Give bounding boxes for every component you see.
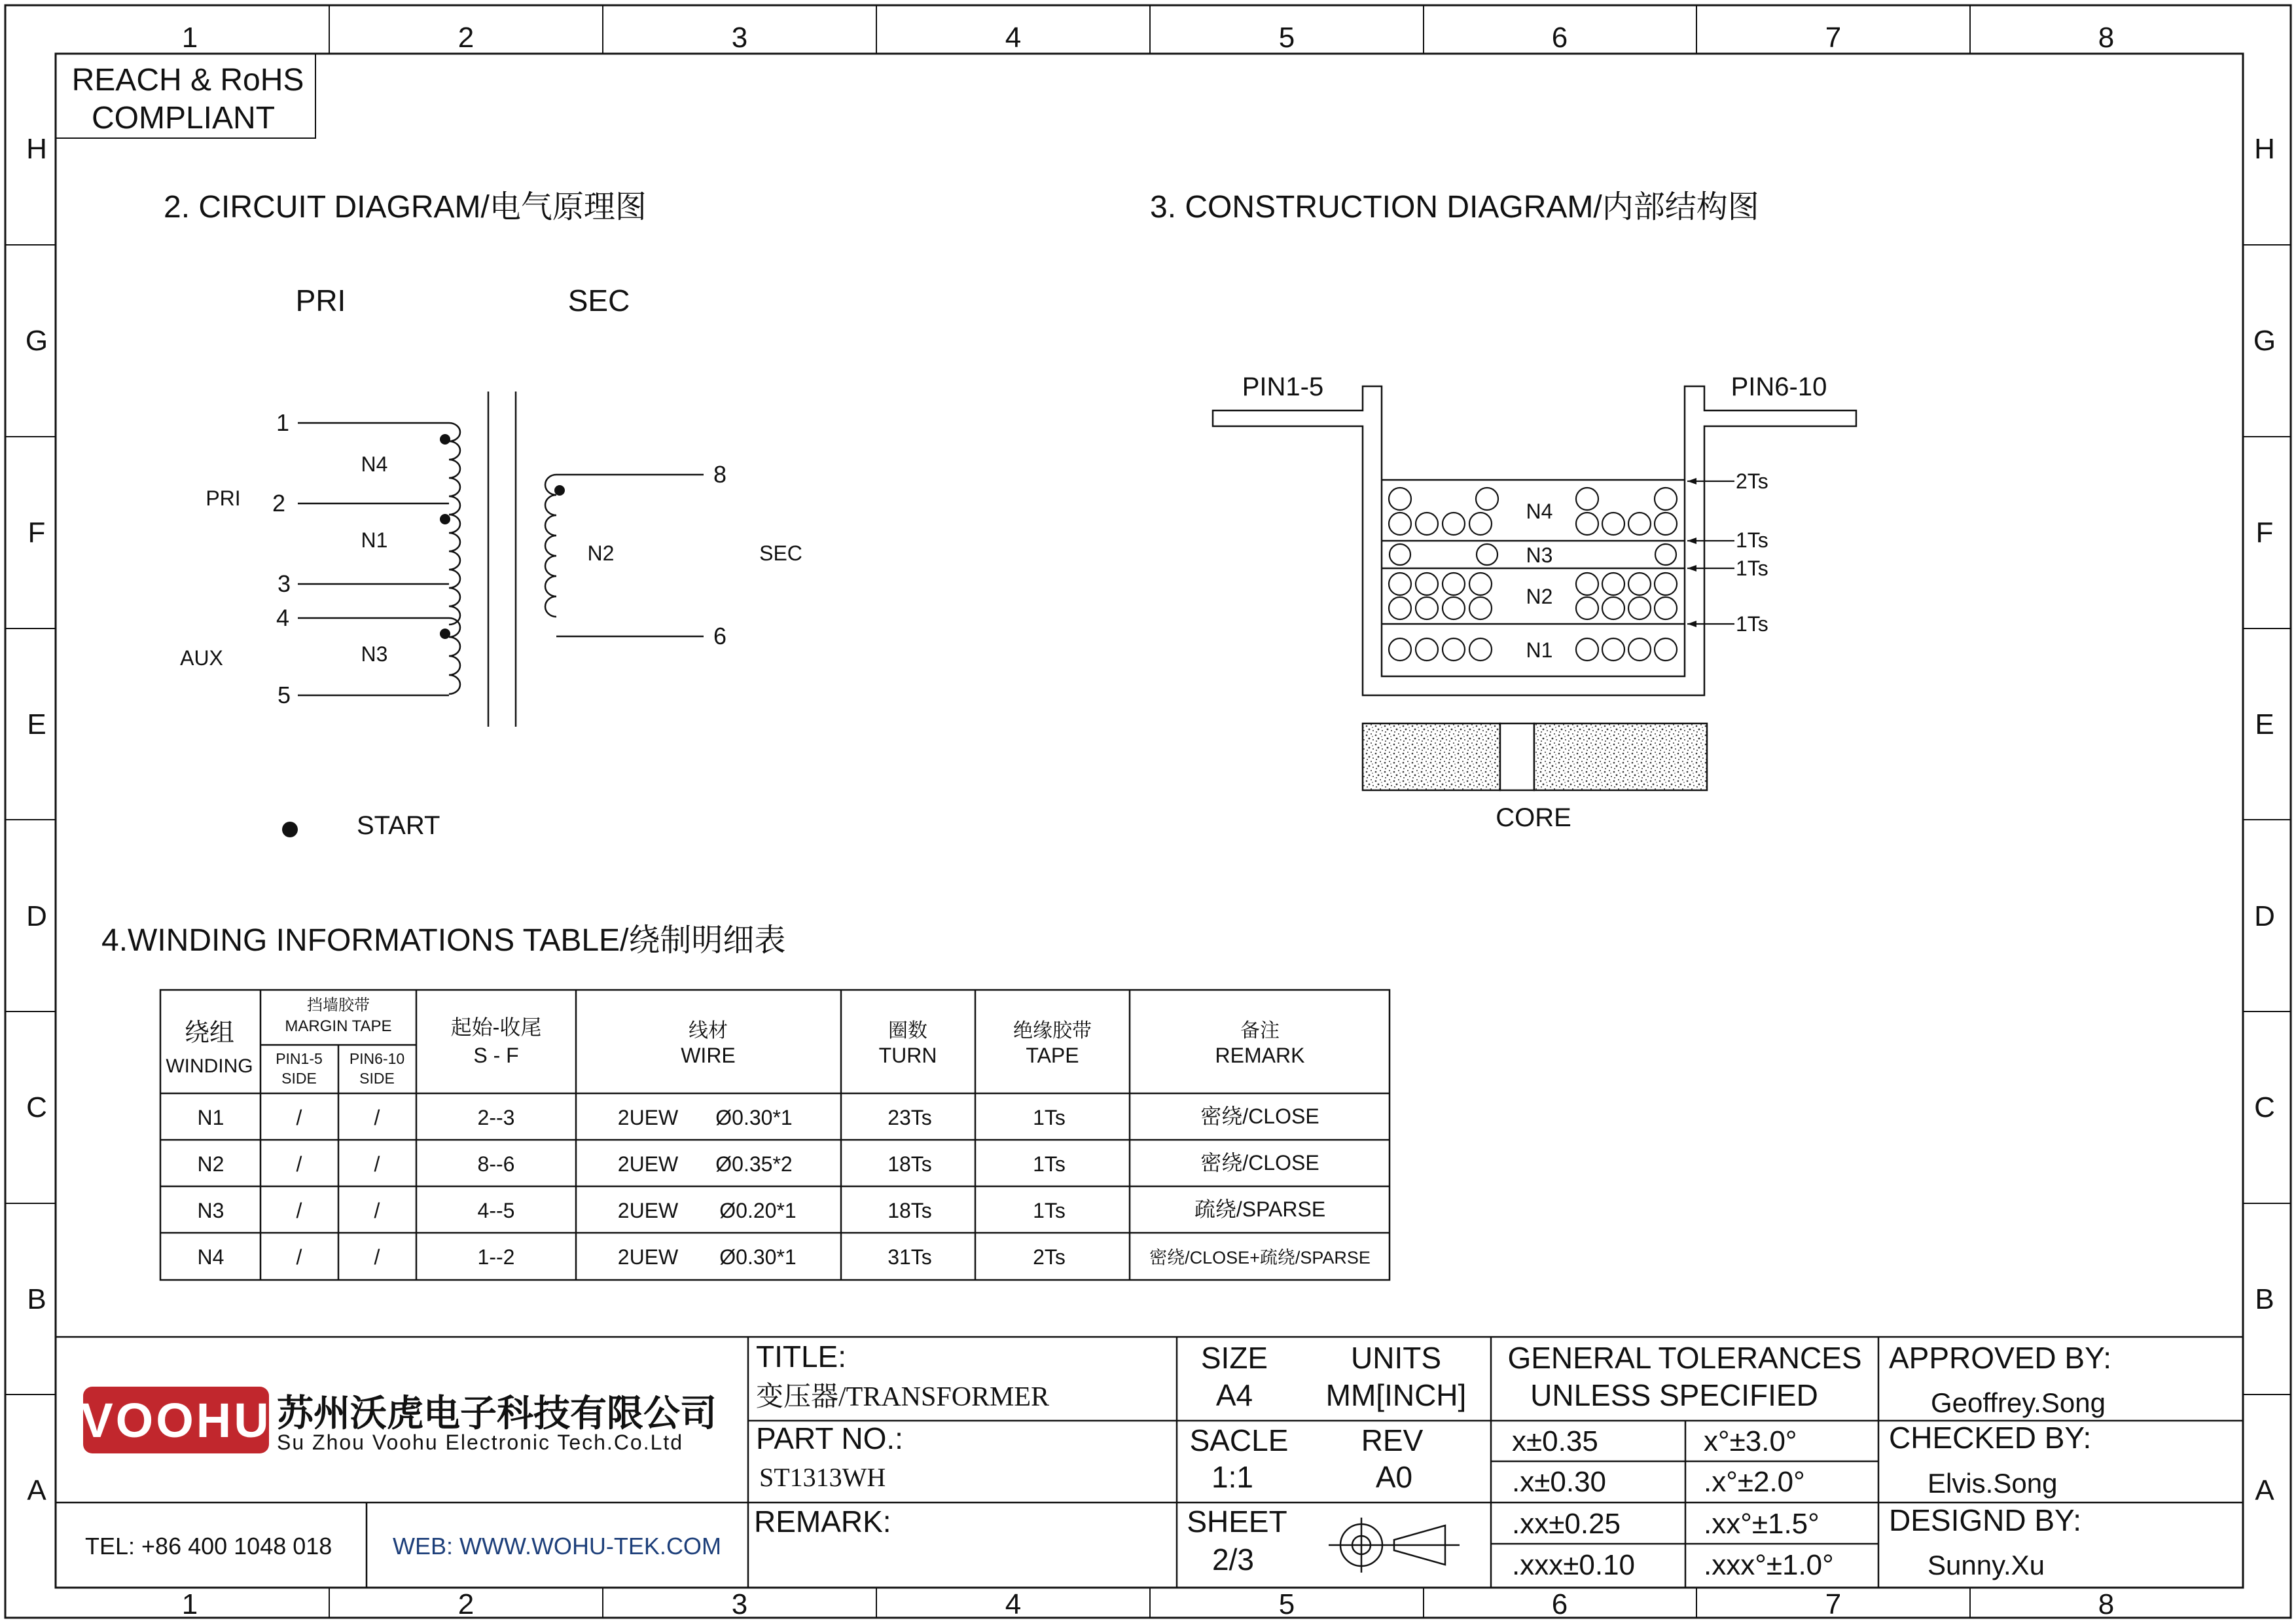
start-dot [440, 434, 450, 445]
pin-right-label: PIN6-10 [1731, 373, 1827, 401]
title-value: 变压器/TRANSFORMER [756, 1382, 1050, 1412]
start-dot [440, 629, 450, 639]
sheet-label: SHEET [1187, 1504, 1287, 1539]
cell-turn: 18Ts [888, 1152, 932, 1176]
th-winding-en: WINDING [166, 1055, 253, 1077]
compliance-line-1: REACH & RoHS [71, 63, 304, 98]
cell-margin1: / [296, 1199, 302, 1222]
row-label: F [27, 517, 46, 549]
cell-tape: 1Ts [1033, 1106, 1066, 1129]
core-label: CORE [1496, 803, 1571, 832]
th-margin-cn: 挡墙胶带 [307, 996, 370, 1014]
col-label: 8 [2098, 1588, 2115, 1620]
cell-margin2: / [374, 1152, 380, 1176]
th-pin610-1: PIN6-10 [349, 1050, 405, 1067]
row-label: G [25, 325, 48, 357]
th-remark-cn: 备注 [1240, 1020, 1280, 1042]
web-text: WEB: WWW.WOHU-TEK.COM [393, 1533, 721, 1559]
cell-remark: 疏绕/SPARSE [1194, 1197, 1326, 1221]
col-label: 7 [1825, 22, 1842, 54]
sec-side-label: SEC [759, 541, 802, 565]
company-logo [81, 1387, 271, 1453]
tape-label: 1Ts [1736, 528, 1768, 552]
layer-label-n3: N3 [1526, 543, 1553, 567]
cell-wire: 2UEW [617, 1152, 679, 1176]
layer-label-n1: N1 [1526, 638, 1553, 662]
tolerance-value: .xx°±1.5° [1704, 1508, 1820, 1540]
col-label: 2 [457, 22, 475, 54]
column-labels-bottom [182, 1588, 2114, 1620]
sheet-value: 2/3 [1212, 1542, 1254, 1577]
units-label: UNITS [1351, 1341, 1441, 1375]
th-pin610-2: SIDE [359, 1070, 395, 1087]
cell-sf: 8--6 [477, 1152, 515, 1176]
tape-label: 1Ts [1736, 556, 1768, 580]
cell-tape: 1Ts [1033, 1152, 1066, 1176]
row-label: C [2254, 1091, 2275, 1123]
table-row [198, 1197, 1326, 1222]
start-legend-label: START [357, 811, 440, 840]
table-row [198, 1245, 1371, 1269]
cell-dia: Ø0.20*1 [719, 1199, 797, 1222]
winding-label-n3: N3 [361, 642, 388, 666]
col-label: 2 [457, 1588, 475, 1620]
cell-wire: 2UEW [617, 1106, 679, 1129]
pin-number: 5 [277, 682, 291, 708]
tolerance-value: x±0.35 [1512, 1425, 1598, 1457]
row-label: E [2255, 708, 2274, 740]
cell-margin2: / [374, 1106, 380, 1129]
cell-turn: 31Ts [888, 1245, 932, 1269]
th-winding-cn: 绕组 [184, 1019, 235, 1047]
tape-label: 2Ts [1736, 469, 1768, 493]
tolerance-value: .xx±0.25 [1512, 1508, 1621, 1540]
th-remark-en: REMARK [1215, 1044, 1305, 1067]
tol-title-2: UNLESS SPECIFIED [1530, 1378, 1818, 1412]
sec-header: SEC [567, 283, 630, 318]
pri-header: PRI [295, 283, 346, 318]
col-label: 6 [1551, 1588, 1568, 1620]
cell-remark: 密绕/CLOSE+疏绕/SPARSE [1149, 1248, 1371, 1267]
compliance-box [56, 54, 315, 138]
approved-value: Geoffrey.Song [1931, 1387, 2106, 1418]
title-label: TITLE: [756, 1340, 847, 1374]
tape-label: 1Ts [1736, 612, 1768, 636]
col-label: 1 [181, 1588, 198, 1620]
cell-remark: 密绕/CLOSE [1200, 1151, 1319, 1175]
col-label: 8 [2098, 22, 2115, 54]
cell-winding: N4 [197, 1245, 224, 1269]
layer-label-n2: N2 [1526, 585, 1553, 608]
cell-turn: 23Ts [888, 1106, 932, 1129]
col-label: 4 [1005, 1588, 1022, 1620]
size-label: SIZE [1200, 1341, 1268, 1375]
winding-label-n4: N4 [361, 452, 388, 476]
designed-label: DESIGND BY: [1889, 1503, 2081, 1537]
start-dot [554, 485, 565, 496]
rev-label: REV [1361, 1423, 1424, 1457]
layer-label-n4: N4 [1526, 500, 1553, 523]
tolerance-value: .x°±2.0° [1704, 1466, 1805, 1498]
pin-number: 2 [272, 490, 286, 517]
row-label: D [26, 900, 47, 932]
cell-margin1: / [296, 1152, 302, 1176]
col-label: 3 [731, 1588, 748, 1620]
col-label: 4 [1005, 22, 1022, 54]
size-value: A4 [1215, 1378, 1253, 1412]
cell-tape: 2Ts [1033, 1245, 1066, 1269]
circuit-diagram [164, 190, 802, 840]
th-pin15-2: SIDE [281, 1070, 317, 1087]
th-turn-en: TURN [878, 1044, 937, 1067]
rev-value: A0 [1375, 1460, 1413, 1494]
part-label: PART NO.: [756, 1421, 903, 1455]
cell-margin2: / [374, 1199, 380, 1222]
cell-tape: 1Ts [1033, 1199, 1066, 1222]
winding-label-n2: N2 [587, 541, 615, 565]
pin-left-label: PIN1-5 [1242, 373, 1324, 401]
start-dot [440, 514, 450, 524]
cell-wire: 2UEW [617, 1245, 679, 1269]
tolerance-value: .xxx±0.10 [1512, 1549, 1636, 1581]
cell-sf: 4--5 [477, 1199, 515, 1222]
col-label: 6 [1551, 22, 1568, 54]
cell-winding: N1 [197, 1106, 224, 1129]
cell-wire: 2UEW [617, 1199, 679, 1222]
col-label: 7 [1825, 1588, 1842, 1620]
th-sf-en: S - F [473, 1044, 519, 1067]
row-label: G [2253, 325, 2276, 357]
cell-sf: 2--3 [477, 1106, 515, 1129]
row-label: E [27, 708, 46, 740]
tolerance-value: .x±0.30 [1512, 1466, 1607, 1498]
table-row [198, 1151, 1319, 1176]
approved-label: APPROVED BY: [1889, 1341, 2112, 1375]
col-label: 5 [1278, 1588, 1295, 1620]
cell-sf: 1--2 [477, 1245, 515, 1269]
winding-table [101, 923, 1390, 1280]
start-legend-dot [282, 822, 298, 837]
row-label: B [2255, 1283, 2274, 1315]
pin-number: 1 [276, 409, 290, 436]
winding-label-n1: N1 [361, 528, 388, 552]
construction-title: 3. CONSTRUCTION DIAGRAM/内部结构图 [1150, 190, 1759, 225]
th-margin-en: MARGIN TAPE [285, 1017, 392, 1035]
th-sf-cn: 起始-收尾 [450, 1015, 542, 1039]
th-turn-cn: 圈数 [888, 1020, 927, 1042]
th-wire-cn: 线材 [689, 1020, 728, 1042]
pin-number: 6 [713, 623, 727, 649]
winding-table-title: 4.WINDING INFORMATIONS TABLE/绕制明细表 [101, 923, 786, 958]
th-pin15-1: PIN1-5 [276, 1050, 323, 1067]
row-label: H [26, 133, 47, 165]
tolerance-value: .xxx°±1.0° [1704, 1549, 1834, 1581]
pin-number: 8 [713, 461, 727, 488]
cell-margin2: / [374, 1245, 380, 1269]
projection-symbol-icon [1329, 1518, 1460, 1573]
compliance-line-2: COMPLIANT [91, 101, 276, 136]
th-tape-en: TAPE [1026, 1044, 1079, 1067]
row-label: B [27, 1283, 46, 1315]
cell-margin1: / [296, 1245, 302, 1269]
row-label: C [26, 1091, 47, 1123]
row-label: A [27, 1474, 46, 1506]
designed-value: Sunny.Xu [1928, 1550, 2045, 1580]
part-value: ST1313WH [759, 1463, 886, 1492]
tol-title-1: GENERAL TOLERANCES [1507, 1341, 1862, 1375]
row-label: F [2255, 517, 2274, 549]
th-wire-en: WIRE [681, 1044, 736, 1067]
aux-side-label: AUX [180, 646, 223, 670]
units-value: MM[INCH] [1325, 1378, 1467, 1412]
cell-remark: 密绕/CLOSE [1200, 1104, 1319, 1128]
th-tape-cn: 绝缘胶带 [1013, 1020, 1092, 1042]
pin-number: 3 [277, 570, 291, 597]
tel-text: TEL: +86 400 1048 018 [85, 1533, 332, 1559]
cell-dia: Ø0.30*1 [715, 1106, 793, 1129]
scale-value: 1:1 [1211, 1460, 1253, 1494]
pin-number: 4 [276, 604, 290, 631]
company-name-en: Su Zhou Voohu Electronic Tech.Co.Ltd [277, 1431, 684, 1454]
row-label: A [2255, 1474, 2274, 1506]
col-label: 3 [731, 22, 748, 54]
checked-value: Elvis.Song [1928, 1468, 2058, 1499]
checked-label: CHECKED BY: [1889, 1421, 2092, 1455]
cell-winding: N2 [197, 1152, 224, 1176]
company-name-cn: 苏州沃虎电子科技有限公司 [277, 1393, 717, 1434]
cell-dia: Ø0.30*1 [719, 1245, 797, 1269]
logo-text: VOOHU [81, 1393, 272, 1448]
tolerance-value: x°±3.0° [1704, 1425, 1797, 1457]
col-label: 1 [181, 22, 198, 54]
circuit-title: 2. CIRCUIT DIAGRAM/电气原理图 [164, 190, 647, 225]
pri-side-label: PRI [206, 486, 241, 510]
cell-turn: 18Ts [888, 1199, 932, 1222]
cell-winding: N3 [197, 1199, 224, 1222]
scale-label: SACLE [1189, 1423, 1289, 1457]
remark-label: REMARK: [754, 1504, 891, 1539]
title-block [56, 1337, 2243, 1588]
row-label: D [2254, 900, 2275, 932]
construction-diagram [1150, 190, 1856, 832]
row-label: H [2254, 133, 2275, 165]
cell-dia: Ø0.35*2 [715, 1152, 793, 1176]
column-labels-top [182, 22, 2114, 54]
sheet-frame [5, 5, 2291, 1618]
col-label: 5 [1278, 22, 1295, 54]
table-row [198, 1104, 1319, 1129]
core-block [1363, 723, 1707, 790]
cell-margin1: / [296, 1106, 302, 1129]
